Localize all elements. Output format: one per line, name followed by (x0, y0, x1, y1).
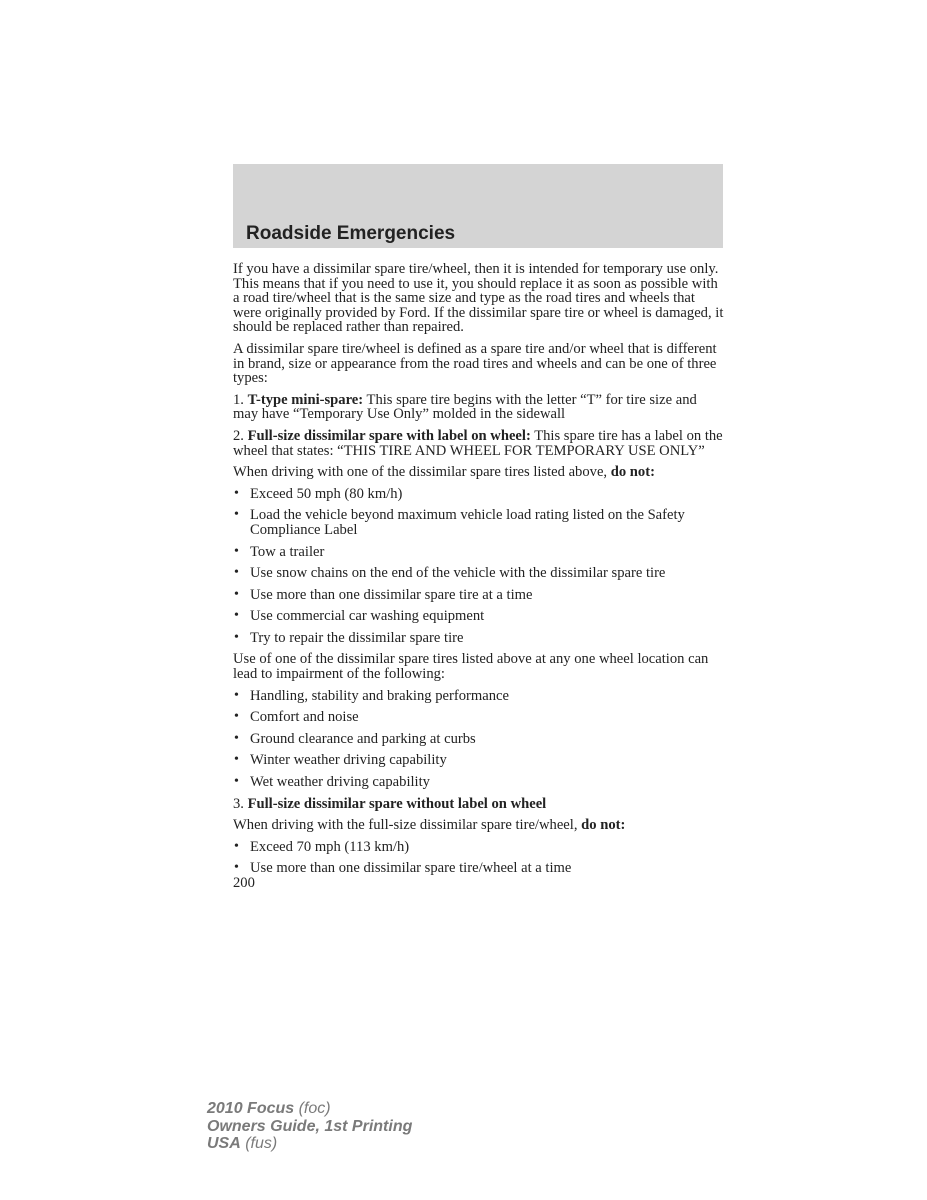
list-item-text: Winter weather driving capability (250, 752, 447, 769)
restrictions-list (233, 487, 725, 646)
type-2-description: This spare tire has a label on the wheel that states: “THIS TIRE AND WHEEL FOR TEMPORARY USE ONLY” (233, 427, 723, 459)
list-item (233, 588, 725, 603)
definition-paragraph: A dissimilar spare tire/wheel is defined as a spare tire and/or wheel that is different in brand, size or appearance from the road tires and wheels and can be one of three types: (233, 340, 717, 387)
footer-line-model (207, 1100, 412, 1118)
list-item (233, 566, 725, 581)
intro-paragraph: If you have a dissimilar spare tire/wheel, then it is intended for temporary use only. This means that if you need to use it, you should replace it as soon as possible with a road tire/wheel that is the same size and type as the road tires and wheels that were originally provided by Ford. If the dissimilar spare tire or wheel is damaged, it should be replaced rather than repaired. (233, 261, 724, 336)
footer-guide: Owners Guide, 1st Printing (207, 1117, 413, 1135)
list-item-text: Exceed 70 mph (113 km/h) (250, 838, 410, 855)
full-size-restrictions-list (233, 840, 725, 876)
impairment-paragraph: Use of one of the dissimilar spare tires listed above at any one wheel location can lead to impairment of the following: (233, 651, 709, 683)
section-title: Roadside Emergencies (246, 223, 456, 244)
bullet-icon: • (234, 860, 239, 876)
type-2-item (233, 429, 725, 458)
list-item (233, 487, 725, 502)
warning-intro-bold: do not: (610, 464, 655, 481)
type-1-title: T-type mini-spare: (247, 391, 364, 408)
list-item (233, 710, 725, 725)
section-header (233, 164, 723, 248)
type-1-number: 1. (233, 391, 248, 408)
type-3-item (233, 797, 725, 812)
warning-intro-text: When driving with one of the dissimilar spare tires listed above, (233, 464, 611, 481)
bullet-icon: • (234, 608, 239, 624)
list-item (233, 732, 725, 747)
bullet-icon: • (234, 485, 239, 501)
list-item (233, 753, 725, 768)
footer-line-guide (207, 1118, 412, 1136)
bullet-icon: • (234, 687, 239, 703)
type-1-description: This spare tire begins with the letter “T” for tire size and may have “Temporary Use Only” molded in the sidewall (233, 391, 697, 423)
list-item-text: Exceed 50 mph (80 km/h) (250, 485, 403, 502)
list-item (233, 545, 725, 560)
list-item-text: Try to repair the dissimilar spare tire (250, 629, 464, 646)
list-item (233, 775, 725, 790)
bullet-icon: • (234, 838, 239, 854)
page-body (233, 262, 725, 898)
type-3-title: Full-size dissimilar spare without label on wheel (247, 795, 547, 812)
list-item (233, 840, 725, 855)
bullet-icon: • (234, 730, 239, 746)
list-item-text: Load the vehicle beyond maximum vehicle load rating listed on the Safety Compliance Label (250, 507, 685, 538)
bullet-icon: • (234, 774, 239, 790)
document-footer (207, 1100, 412, 1153)
list-item (233, 689, 725, 704)
list-item-text: Handling, stability and braking performance (250, 687, 509, 704)
bullet-icon: • (234, 507, 239, 523)
bullet-icon: • (234, 543, 239, 559)
footer-market-code: (fus) (240, 1135, 278, 1152)
list-item-text: Use more than one dissimilar spare tire/wheel at a time (250, 860, 572, 877)
list-item-text: Use snow chains on the end of the vehicle with the dissimilar spare tire (250, 565, 666, 582)
bullet-icon: • (234, 629, 239, 645)
bullet-icon: • (234, 565, 239, 581)
list-item (233, 609, 725, 624)
footer-market: USA (207, 1135, 241, 1152)
list-item-text: Ground clearance and parking at curbs (250, 730, 476, 747)
bullet-icon: • (234, 752, 239, 768)
list-item-text: Use commercial car washing equipment (250, 608, 485, 625)
type-2-number: 2. (233, 427, 248, 444)
footer-model-code: (foc) (294, 1100, 331, 1117)
warning-intro (233, 465, 725, 480)
list-item (233, 861, 725, 876)
type-3-number: 3. (233, 795, 248, 812)
list-item-text: Comfort and noise (250, 709, 359, 726)
list-item-text: Use more than one dissimilar spare tire at a time (250, 586, 533, 603)
bullet-icon: • (234, 586, 239, 602)
footer-line-market (207, 1135, 412, 1153)
full-size-warning-intro (233, 818, 725, 833)
impairment-list (233, 689, 725, 790)
list-item-text: Tow a trailer (250, 543, 325, 560)
footer-model: 2010 Focus (207, 1100, 295, 1117)
page-number: 200 (233, 875, 255, 891)
full-size-warning-text: When driving with the full-size dissimilar spare tire/wheel, (233, 817, 582, 834)
bullet-icon: • (234, 709, 239, 725)
type-2-title: Full-size dissimilar spare with label on wheel: (247, 427, 531, 444)
list-item (233, 631, 725, 646)
list-item (233, 508, 725, 537)
list-item-text: Wet weather driving capability (250, 774, 430, 791)
full-size-warning-bold: do not: (581, 817, 626, 834)
type-1-item (233, 393, 725, 422)
